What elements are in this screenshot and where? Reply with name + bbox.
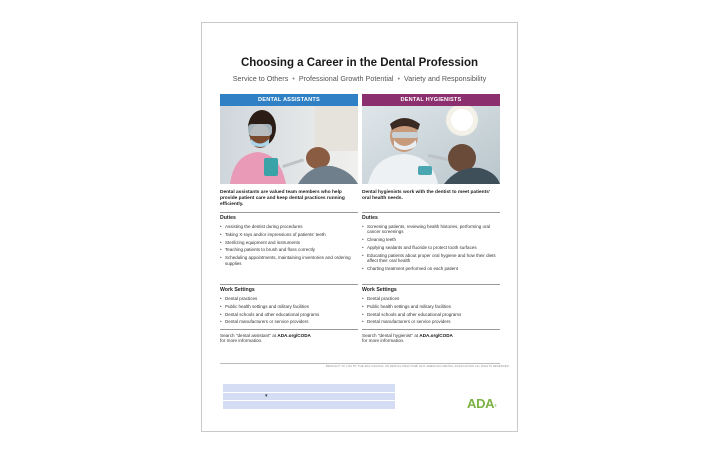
- form-field-dropdown[interactable]: [223, 393, 395, 401]
- section-divider: [220, 284, 358, 285]
- list-item: • Charting treatment performed on each patient: [362, 266, 500, 271]
- dental-assistants-column: [220, 94, 358, 344]
- duties-heading: Duties: [362, 215, 378, 221]
- search-prefix: Search "dental assistant" at: [220, 332, 278, 338]
- ada-logo: [467, 396, 497, 411]
- registered-mark: ®: [494, 404, 497, 408]
- duties-list: [220, 224, 358, 280]
- footer-divider: [220, 363, 500, 364]
- flyer-page: [201, 22, 518, 432]
- footer-copyright: © 2021 AMERICAN DENTAL ASSOCIATION ALL RIGHTS RESERVED: [416, 365, 509, 368]
- section-divider: [362, 329, 500, 330]
- footer-credit: BROUGHT TO YOU BY THE ADA COUNCIL ON DENTAL PRACTICE: [326, 365, 418, 368]
- work-settings-heading: Work Settings: [220, 287, 255, 293]
- list-item: • Applying sealants and fluoride to protect tooth surfaces: [362, 245, 500, 250]
- fillable-form-fields: [223, 384, 395, 410]
- coda-link[interactable]: ADA.org/CODA: [277, 332, 311, 338]
- work-settings-list: [220, 296, 358, 325]
- dental-assistant-photo: [220, 106, 358, 184]
- section-divider: [362, 212, 500, 213]
- section-divider: [362, 284, 500, 285]
- page-title: Choosing a Career in the Dental Profession: [240, 57, 479, 69]
- column-header: DENTAL HYGIENISTS: [362, 94, 500, 106]
- dropdown-arrow-icon[interactable]: ▾: [265, 392, 268, 399]
- intro-text: Dental hygienists work with the dentist to meet patients' oral health needs.: [362, 190, 491, 201]
- bullet-separator-icon: •: [292, 74, 295, 83]
- duties-heading: Duties: [220, 215, 236, 221]
- list-item: • Dental practices: [362, 296, 500, 301]
- section-divider: [220, 329, 358, 330]
- form-field[interactable]: [223, 401, 395, 409]
- coda-link[interactable]: ADA.org/CODA: [419, 332, 453, 338]
- dental-hygienists-column: [362, 94, 500, 344]
- logo-text: ADA: [467, 396, 495, 411]
- subtitle-item: Variety and Responsibility: [404, 74, 487, 83]
- list-item: • Cleaning teeth: [362, 237, 500, 242]
- list-item: • Screening patients, reviewing health histories, performing oral cancer screenings: [362, 224, 500, 235]
- intro-text: Dental assistants are valued team members who help provide patient care and keep dental practices running efficiently.: [220, 190, 345, 207]
- bullet-separator-icon: •: [397, 74, 401, 83]
- search-prefix: Search "dental hygienist" at: [362, 332, 420, 338]
- list-item: • Sterilizing equipment and instruments: [220, 240, 358, 245]
- work-settings-list: [362, 296, 500, 325]
- form-field[interactable]: [223, 384, 395, 392]
- list-item: • Taking X-rays and/or impressions of patients' teeth: [220, 232, 358, 237]
- work-settings-heading: Work Settings: [362, 287, 397, 293]
- list-item: • Dental schools and other educational programs: [362, 312, 500, 317]
- list-item: • Assisting the dentist during procedures: [220, 224, 358, 229]
- duties-list: [362, 224, 500, 280]
- list-item: • Dental schools and other educational programs: [220, 312, 358, 317]
- search-note: [220, 333, 358, 344]
- search-note: [362, 333, 500, 344]
- list-item: • Public health settings and military facilities: [362, 304, 500, 309]
- list-item: • Public health settings and military facilities: [220, 304, 358, 309]
- list-item: • Dental manufacturers or service providers: [220, 319, 358, 324]
- list-item: • Dental manufacturers or service providers: [362, 319, 500, 324]
- subtitle-item: Professional Growth Potential: [298, 74, 394, 83]
- section-divider: [220, 212, 358, 213]
- search-suffix: for more information.: [220, 338, 263, 344]
- column-header: DENTAL ASSISTANTS: [220, 94, 358, 106]
- list-item: • Educating patients about proper oral hygiene and how their diets affect their oral health: [362, 253, 500, 264]
- list-item: • Scheduling appointments, maintaining inventories and ordering supplies: [220, 255, 358, 266]
- search-suffix: for more information.: [362, 338, 405, 344]
- list-item: • Teaching patients to brush and floss correctly: [220, 247, 358, 252]
- list-item: • Dental practices: [220, 296, 358, 301]
- subtitle-item: Service to Others: [232, 74, 289, 83]
- dental-hygienist-photo: [362, 106, 500, 184]
- page-subtitle: [202, 74, 517, 83]
